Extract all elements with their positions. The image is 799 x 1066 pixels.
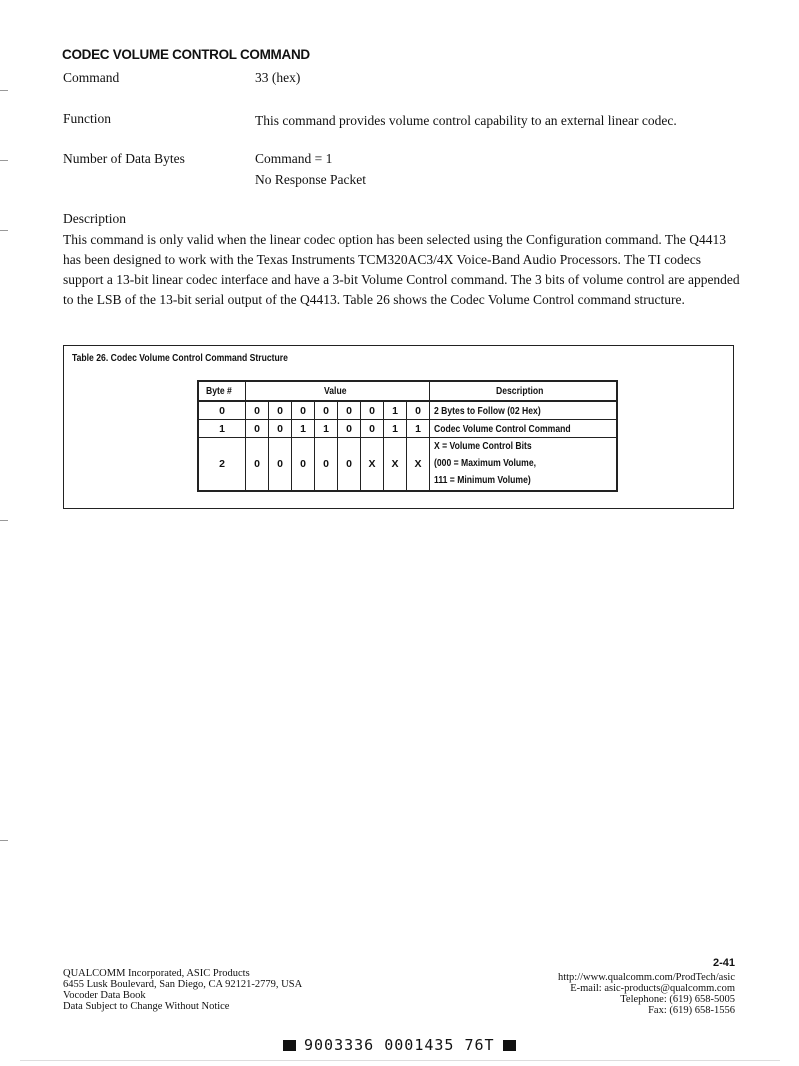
response-packet-value: No Response Packet <box>255 172 366 187</box>
bit-cell: X <box>361 438 384 491</box>
description-label: Description <box>63 211 126 226</box>
table-row <box>198 420 617 438</box>
scan-mark <box>0 520 8 521</box>
byte-cell: 2 <box>198 438 246 491</box>
bit-cell: 0 <box>246 401 269 420</box>
function-value: This command provides volume control capability to an external linear codec. <box>255 113 677 128</box>
bit-cell: 1 <box>384 420 407 438</box>
description-cell-line: (000 = Maximum Volume, <box>434 457 537 470</box>
header-value: Value <box>323 385 347 397</box>
data-bytes-value: Command = 1 <box>255 151 333 166</box>
byte-cell: 0 <box>198 401 246 420</box>
scan-mark <box>0 90 8 91</box>
footer-company: QUALCOMM Incorporated, ASIC Products <box>63 968 250 979</box>
table-row <box>198 438 617 491</box>
footer-book: Vocoder Data Book <box>63 990 146 1001</box>
bit-cell: 1 <box>292 420 315 438</box>
function-label: Function <box>63 111 112 126</box>
bit-cell: 1 <box>384 401 407 420</box>
bit-cell: 0 <box>246 438 269 491</box>
bit-cell: 0 <box>407 401 430 420</box>
barcode-line <box>283 1036 516 1054</box>
footer-address: 6455 Lusk Boulevard, San Diego, CA 92121-2779, USA <box>63 979 303 990</box>
scan-mark <box>0 230 8 231</box>
footer-url: http://www.qualcomm.com/ProdTech/asic <box>557 972 735 983</box>
bit-cell: 0 <box>315 401 338 420</box>
command-value: 33 (hex) <box>255 70 301 85</box>
bit-cell: X <box>407 438 430 491</box>
bit-cell: X <box>384 438 407 491</box>
bit-cell: 1 <box>315 420 338 438</box>
footer-email: E-mail: asic-products@qualcomm.com <box>570 983 735 994</box>
header-byte: Byte # <box>206 385 233 397</box>
barcode-text: 9003336 0001435 76T <box>304 1036 495 1054</box>
description-paragraph: This command is only valid when the linear codec option has been selected using the Configuration command. The Q4413 has been designed to work with the Texas Instruments TCM320AC3/4X Voice-Band Audio Processors. The TI codecs support a 13-bit linear codec interface and have a 3-bit Volume Control command. The 3 bits of volume control are appended to the LSB of the 13-bit serial output of the Q4413. Table 26 shows the Codec Volume Control command structure. <box>63 232 740 307</box>
bit-cell: 0 <box>338 438 361 491</box>
bit-cell: 1 <box>407 420 430 438</box>
bit-cell: 0 <box>269 420 292 438</box>
scan-mark <box>0 840 8 841</box>
footer-right <box>558 972 735 1016</box>
bit-cell: 0 <box>361 401 384 420</box>
table-caption: Table 26. Codec Volume Control Command Structure <box>72 352 288 364</box>
section-heading: CODEC VOLUME CONTROL COMMAND <box>62 47 310 62</box>
scan-mark <box>20 1060 780 1061</box>
footer-telephone: Telephone: (619) 658-5005 <box>620 994 735 1005</box>
footer-notice: Data Subject to Change Without Notice <box>63 1001 230 1012</box>
description-cell: Codec Volume Control Command <box>434 422 571 435</box>
barcode-mark-left <box>283 1040 296 1051</box>
table-header-row <box>198 381 617 401</box>
header-description: Description <box>496 385 544 397</box>
bit-cell: 0 <box>269 401 292 420</box>
bit-cell: 0 <box>246 420 269 438</box>
bit-cell: 0 <box>361 420 384 438</box>
data-bytes-label: Number of Data Bytes <box>63 151 185 166</box>
bit-cell: 0 <box>315 438 338 491</box>
bit-cell: 0 <box>269 438 292 491</box>
bit-cell: 0 <box>292 438 315 491</box>
footer-left <box>63 968 302 1012</box>
byte-cell: 1 <box>198 420 246 438</box>
table-row <box>198 401 617 420</box>
description-cell-line: 111 = Minimum Volume) <box>434 474 531 487</box>
bit-cell: 0 <box>292 401 315 420</box>
description-cell-line: X = Volume Control Bits <box>434 440 532 453</box>
barcode-mark-right <box>503 1040 516 1051</box>
footer-fax: Fax: (619) 658-1556 <box>648 1005 735 1016</box>
page-number: 2-41 <box>712 957 735 969</box>
description-cell: 2 Bytes to Follow (02 Hex) <box>434 404 541 417</box>
bit-cell: 0 <box>338 401 361 420</box>
bit-cell: 0 <box>338 420 361 438</box>
command-label: Command <box>63 70 120 85</box>
scan-mark <box>0 160 8 161</box>
command-structure-table <box>197 380 618 492</box>
